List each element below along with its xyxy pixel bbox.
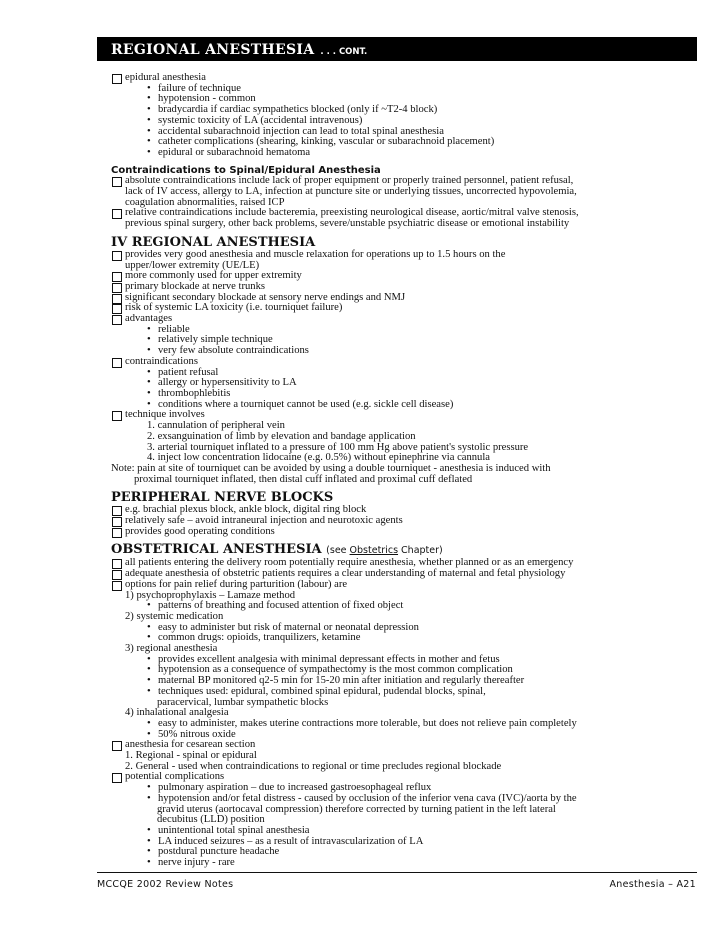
pnb-point: provides good operating conditions bbox=[111, 527, 686, 538]
list-item: • thrombophlebitis bbox=[147, 389, 686, 400]
obstetrical-heading bbox=[111, 543, 686, 558]
list-item: • systemic toxicity of LA (accidental intravenous) bbox=[147, 116, 686, 127]
list-item: • common drugs: opioids, tranquilizers, ketamine bbox=[147, 633, 686, 644]
iv-point: more commonly used for upper extremity bbox=[111, 271, 686, 282]
absolute-contraindications-cont: lack of IV access, allergy to LA, infection at puncture site or underlying tissues, uncorrected hypovolemia, bbox=[125, 186, 577, 198]
iv-point: significant secondary blockade at sensory nerve endings and NMJ bbox=[111, 293, 686, 304]
iv-note: Note: pain at site of tourniquet can be avoided by using a double tourniquet - anesthesia is induced with bbox=[111, 462, 551, 474]
list-item: • hypotension as a consequence of sympathectomy is the most common complication bbox=[147, 665, 686, 676]
complications-list bbox=[147, 783, 686, 804]
iv-contraindications-list bbox=[147, 368, 686, 411]
iv-advantages-label: advantages bbox=[111, 314, 686, 325]
list-item: • epidural or subarachnoid hematoma bbox=[147, 148, 686, 159]
ob-option-3-list bbox=[147, 655, 686, 698]
list-item: • hypotension and/or fetal distress - caused by occlusion of the inferior vena cava (IVC)/aorta by the bbox=[147, 794, 686, 805]
technique-step: 3. arterial tourniquet inflated to a pressure of 100 mm Hg above patient's systolic pressure bbox=[147, 441, 529, 453]
obstetrics-reference bbox=[326, 545, 443, 556]
list-item: • relatively simple technique bbox=[147, 335, 686, 346]
list-item: • pulmonary aspiration – due to increased gastroesophageal reflux bbox=[147, 783, 686, 794]
ob-option-2-list bbox=[147, 623, 686, 644]
list-item: • LA induced seizures – as a result of intravascularization of LA bbox=[147, 837, 686, 848]
complications-label: potential complications bbox=[111, 772, 686, 783]
complications-list-rest bbox=[147, 826, 686, 869]
list-item: • hypotension - common bbox=[147, 94, 686, 105]
iv-note-cont: proximal tourniquet inflated, then distal cuff inflated and proximal cuff deflated bbox=[134, 473, 473, 485]
cesarean-label: anesthesia for cesarean section bbox=[111, 740, 686, 751]
list-item-cont: gravid uterus (aortocaval compression) therefore corrected by turning patient in the left lateral bbox=[157, 803, 556, 815]
section-header-banner bbox=[97, 37, 697, 61]
ob-point: adequate anesthesia of obstetric patients requires a clear understanding of maternal and fetal physiology bbox=[111, 569, 686, 580]
absolute-contraindications: absolute contraindications include lack of proper equipment or properly trained personnel, patient refusal, bbox=[111, 176, 686, 187]
epidural-label: epidural anesthesia bbox=[111, 73, 686, 84]
technique-step: 2. exsanguination of limb by elevation and bandage application bbox=[147, 430, 416, 442]
obstetrics-link[interactable]: Obstetrics bbox=[349, 545, 399, 557]
list-item: • reliable bbox=[147, 325, 686, 336]
section-title-suffix: . . . CONT. bbox=[320, 47, 368, 57]
relative-contraindications: relative contraindications include bacteremia, preexisting neurological disease, aortic/mitral valve stenosis, bbox=[111, 208, 686, 219]
technique-step: 4. inject low concentration lidocaine (e.g. 0.5%) without epinephrine via cannula bbox=[147, 452, 491, 464]
page-content bbox=[111, 73, 686, 869]
iv-point: primary blockade at nerve trunks bbox=[111, 282, 686, 293]
iv-contraindications-label: contraindications bbox=[111, 357, 686, 368]
pnb-point: relatively safe – avoid intraneural injection and neurotoxic agents bbox=[111, 516, 686, 527]
ob-option-1-list bbox=[147, 601, 686, 612]
list-item: • failure of technique bbox=[147, 84, 686, 95]
list-item: • accidental subarachnoid injection can lead to total spinal anesthesia bbox=[147, 127, 686, 138]
list-item-cont: paracervical, lumbar sympathetic blocks bbox=[157, 696, 329, 708]
cesarean-option: 1. Regional - spinal or epidural bbox=[125, 750, 257, 762]
list-item: • easy to administer but risk of maternal or neonatal depression bbox=[147, 623, 686, 634]
list-item: • nerve injury - rare bbox=[147, 858, 686, 869]
cesarean-option: 2. General - used when contraindications to regional or time precludes regional blockade bbox=[125, 760, 502, 772]
list-item: • unintentional total spinal anesthesia bbox=[147, 826, 686, 837]
relative-contraindications-cont: previous spinal surgery, other back problems, severe/unstable psychiatric disease or emotional instability bbox=[125, 218, 570, 230]
ob-option-heading: 1) psychoprophylaxis – Lamaze method bbox=[125, 589, 296, 601]
ob-option-heading: 4) inhalational analgesia bbox=[125, 707, 229, 719]
iv-advantages-list bbox=[147, 325, 686, 357]
list-item: • conditions where a tourniquet cannot be used (e.g. sickle cell disease) bbox=[147, 400, 686, 411]
footer-divider bbox=[97, 872, 697, 873]
pnb-point: e.g. brachial plexus block, ankle block, digital ring block bbox=[111, 505, 686, 516]
footer-left: MCCQE 2002 Review Notes bbox=[97, 879, 234, 890]
list-item: • catheter complications (shearing, kinking, vascular or subarachnoid placement) bbox=[147, 137, 686, 148]
list-item: • postdural puncture headache bbox=[147, 847, 686, 858]
absolute-contraindications-cont: coagulation abnormalities, raised ICP bbox=[125, 196, 285, 208]
iv-intro: provides very good anesthesia and muscle relaxation for operations up to 1.5 hours on the bbox=[111, 250, 686, 261]
list-item: • patterns of breathing and focused attention of fixed object bbox=[147, 601, 686, 612]
iv-intro-cont: upper/lower extremity (UE/LE) bbox=[125, 259, 260, 271]
iv-point: risk of systemic LA toxicity (i.e. tourniquet failure) bbox=[111, 303, 686, 314]
list-item: • bradycardia if cardiac sympathetics blocked (only if ~T2-4 block) bbox=[147, 105, 686, 116]
list-item-cont: decubitus (LLD) position bbox=[157, 814, 265, 826]
obstetrical-title: OBSTETRICAL ANESTHESIA bbox=[111, 542, 322, 558]
ob-point: all patients entering the delivery room potentially require anesthesia, whether planned or as an emergency bbox=[111, 558, 686, 569]
technique-step: 1. cannulation of peripheral vein bbox=[147, 420, 285, 432]
list-item: • very few absolute contraindications bbox=[147, 346, 686, 357]
footer-right: Anesthesia – A21 bbox=[609, 879, 696, 890]
iv-technique-label: technique involves bbox=[111, 410, 686, 421]
iv-regional-heading: IV REGIONAL ANESTHESIA bbox=[111, 234, 316, 250]
list-item: • patient refusal bbox=[147, 368, 686, 379]
list-item: • provides excellent analgesia with minimal depressant effects in mother and fetus bbox=[147, 655, 686, 666]
list-item: • techniques used: epidural, combined spinal epidural, pudendal blocks, spinal, bbox=[147, 687, 686, 698]
reference-suffix: Chapter) bbox=[398, 545, 443, 557]
contraindications-subheading: Contraindications to Spinal/Epidural Anesthesia bbox=[111, 164, 381, 176]
ob-option-heading: 3) regional anesthesia bbox=[125, 643, 218, 655]
reference-prefix: (see bbox=[326, 545, 350, 557]
ob-option-4-list bbox=[147, 719, 686, 740]
epidural-list bbox=[147, 84, 686, 159]
list-item: • easy to administer, makes uterine contractions more tolerable, but does not relieve pain completely bbox=[147, 719, 686, 730]
list-item: • allergy or hypersensitivity to LA bbox=[147, 378, 686, 389]
peripheral-nerve-blocks-heading: PERIPHERAL NERVE BLOCKS bbox=[111, 490, 334, 506]
list-item: • 50% nitrous oxide bbox=[147, 730, 686, 741]
ob-option-heading: 2) systemic medication bbox=[125, 610, 224, 622]
section-title: REGIONAL ANESTHESIA bbox=[111, 42, 315, 58]
list-item: • maternal BP monitored q2-5 min for 15-20 min after initiation and regularly thereafter bbox=[147, 676, 686, 687]
ob-options-label: options for pain relief during parturition (labour) are bbox=[111, 580, 686, 591]
